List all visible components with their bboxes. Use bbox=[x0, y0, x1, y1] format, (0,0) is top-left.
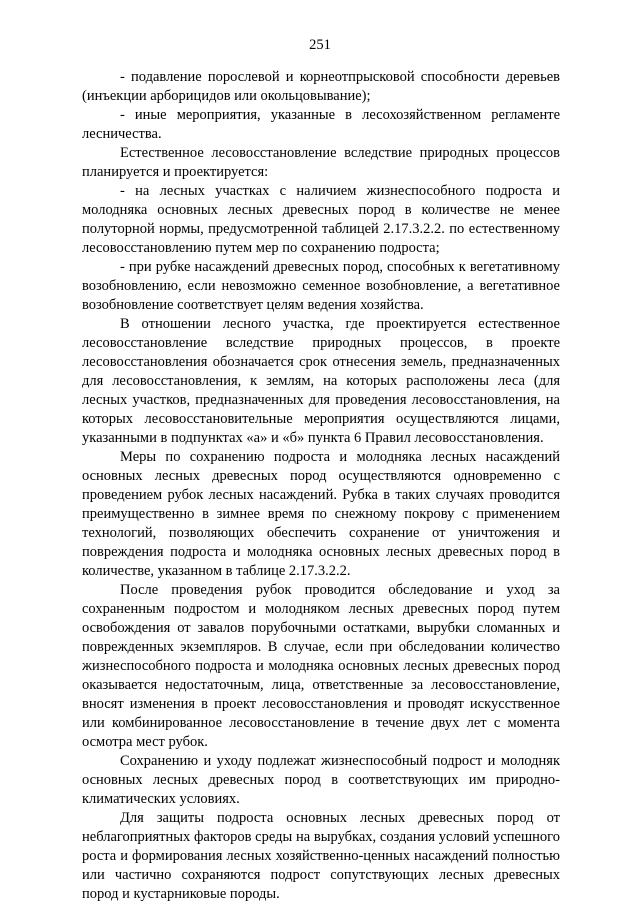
document-body bbox=[82, 68, 560, 904]
paragraph: Для защиты подроста основных лесных древесных пород от неблагоприятных факторов среды на вырубках, создания условий успешного роста и формирования лесных хозяйственно-ценных насаждений полностью или частично сохраняются подрост сопутствующих лесных древесных пород и кустарниковые породы. bbox=[82, 810, 560, 902]
paragraph-list-item: - иные мероприятия, указанные в лесохозяйственном регламенте лесничества. bbox=[82, 107, 560, 142]
paragraph-list-item: - подавление порослевой и корнеотпрысковой способности деревьев (инъекции арборицидов или окольцовывание); bbox=[82, 69, 560, 104]
paragraph: Меры по сохранению подроста и молодняка лесных насаждений основных лесных древесных пород осуществляются одновременно с проведением рубок лесных насаждений. Рубка в таких случаях проводится преимущественно в зимнее время по снежному покрову с применением технологий, позволяющих обеспечить сохранение от уничтожения и повреждения подроста и молодняка основных лесных древесных пород в количестве, указанном в таблице 2.17.3.2.2. bbox=[82, 449, 560, 579]
paragraph: В отношении лесного участка, где проектируется естественное лесовосстановление вследствие природных процессов, в проекте лесовосстановления обозначается срок отнесения земель, предназначенных для лесовосстановления, к землям, на которых расположены леса (для лесных участков, предназначенных для проведения лесовосстановления, на которых лесовосстановительные мероприятия осуществляются лицами, указанными в подпунктах «а» и «б» пункта 6 Правил лесовосстановления. bbox=[82, 316, 560, 446]
paragraph: После проведения рубок проводится обследование и уход за сохраненным подростом и молодняком лесных древесных пород путем освобождения от завалов порубочными остатками, вырубки сломанных и поврежденных экземпляров. В случае, если при обследовании количество жизнеспособного подроста и молодняка основных лесных древесных пород оказывается недостаточным, лица, ответственные за лесовосстановление, вносят изменения в проект лесовосстановления и проводят искусственное или комбинированное лесовосстановление в течение двух лет с момента осмотра мест рубок. bbox=[82, 582, 560, 750]
page-number: 251 bbox=[309, 37, 331, 53]
paragraph: Естественное лесовосстановление вследствие природных процессов планируется и проектируется: bbox=[82, 145, 560, 180]
paragraph-list-item: - на лесных участках с наличием жизнеспособного подроста и молодняка основных лесных древесных пород в количестве не менее полуторной нормы, предусмотренной таблицей 2.17.3.2.2. по естественному лесовосстановлению путем мер по сохранению подроста; bbox=[82, 183, 560, 256]
paragraph: Сохранению и уходу подлежат жизнеспособный подрост и молодняк основных лесных древесных пород в соответствующих им природно-климатических условиях. bbox=[82, 753, 560, 807]
paragraph-list-item: - при рубке насаждений древесных пород, способных к вегетативному возобновлению, если невозможно семенное возобновление, а вегетативное возобновление соответствует целям ведения хозяйства. bbox=[82, 259, 560, 313]
